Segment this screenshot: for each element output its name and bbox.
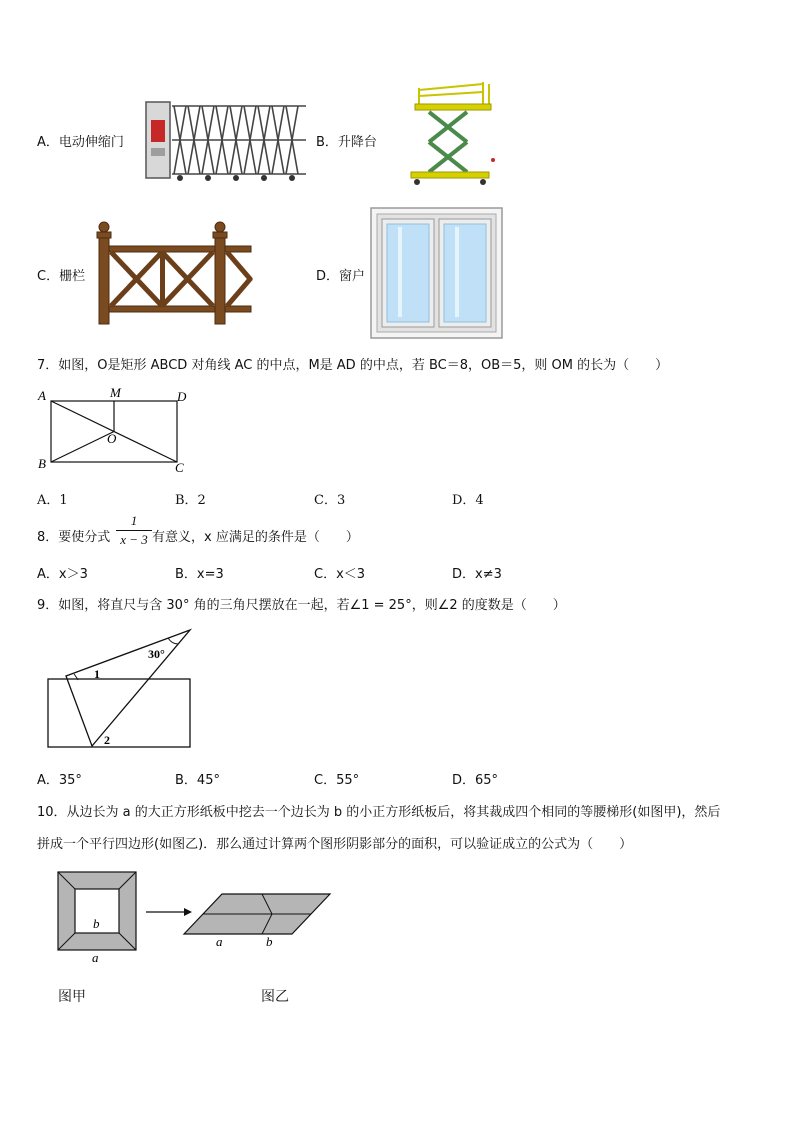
q9-option-b: B．45° — [175, 773, 220, 788]
rectangle-figure — [34, 384, 194, 476]
window-image — [370, 207, 503, 339]
retractable-gate-image — [140, 98, 312, 184]
fraction-denominator: x − 3 — [120, 532, 148, 547]
q7-option-c: C．3 — [314, 493, 346, 508]
lift-platform-image — [405, 80, 495, 188]
q8-option-c: C．x＜3 — [314, 567, 366, 582]
fraction — [114, 513, 154, 548]
q7-option-d: D．4 — [452, 493, 484, 508]
q9-option-c: C．55° — [314, 773, 360, 788]
q7-option-b: B．2 — [175, 493, 206, 508]
question-10-line2: 拼成一个平行四边形(如图乙)．那么通过计算两个图形阴影部分的面积，可以验证成立的公式为（ ） — [37, 837, 633, 852]
q8-option-b: B．x=3 — [175, 567, 224, 582]
question-9-text: 9．如图，将直尺与含 30° 角的三角尺摆放在一起，若∠1 = 25°，则∠2 的度数是（ ） — [37, 598, 566, 613]
q8-option-a: A．x＞3 — [37, 567, 88, 582]
option-c-label: C．栅栏 — [37, 269, 86, 284]
vertex-a-label: A — [38, 388, 46, 403]
fig-right-a-label: a — [216, 934, 223, 949]
question-7-text: 7．如图，O是矩形 ABCD 对角线 AC 的中点，M是 AD 的中点，若 BC＝8，OB＝5，则 OM 的长为（ ） — [37, 358, 669, 373]
angle-1-label: 1 — [94, 667, 100, 681]
q9-option-a: A．35° — [37, 773, 82, 788]
q8-option-d: D．x≠3 — [452, 567, 502, 582]
ruler-triangle-figure — [40, 624, 200, 752]
angle-30-label: 30° — [148, 647, 165, 661]
question-8-prefix: 8．要使分式 — [37, 530, 111, 545]
vertex-d-label: D — [177, 389, 187, 404]
option-d-label: D．窗户 — [316, 269, 366, 284]
vertex-c-label: C — [175, 460, 184, 475]
square-parallelogram-figure — [50, 866, 350, 966]
question-8-suffix: 有意义，x 应满足的条件是（ ） — [152, 530, 359, 545]
fig-left-a-label: a — [92, 950, 99, 965]
point-m-label: M — [110, 385, 121, 400]
q7-option-a: A．1 — [37, 493, 68, 508]
question-10-line1: 10．从边长为 a 的大正方形纸板中挖去一个边长为 b 的小正方形纸板后，将其裁成四个相同的等腰梯形(如图甲)，然后 — [37, 805, 721, 820]
q9-option-d: D．65° — [452, 773, 499, 788]
fence-image — [96, 220, 256, 326]
fig-right-b-label: b — [266, 934, 273, 949]
caption-figure-yi: 图乙 — [261, 989, 289, 1005]
caption-figure-jia: 图甲 — [58, 989, 86, 1005]
fraction-numerator: 1 — [130, 513, 138, 528]
option-b-label: B．升降台 — [316, 135, 377, 150]
option-a-label: A．电动伸缩门 — [37, 135, 124, 150]
arrow-icon — [184, 908, 192, 916]
angle-2-label: 2 — [104, 733, 110, 747]
fig-left-b-label: b — [93, 916, 100, 931]
point-o-label: O — [107, 431, 117, 446]
fraction-bar — [116, 530, 152, 531]
vertex-b-label: B — [38, 456, 46, 471]
